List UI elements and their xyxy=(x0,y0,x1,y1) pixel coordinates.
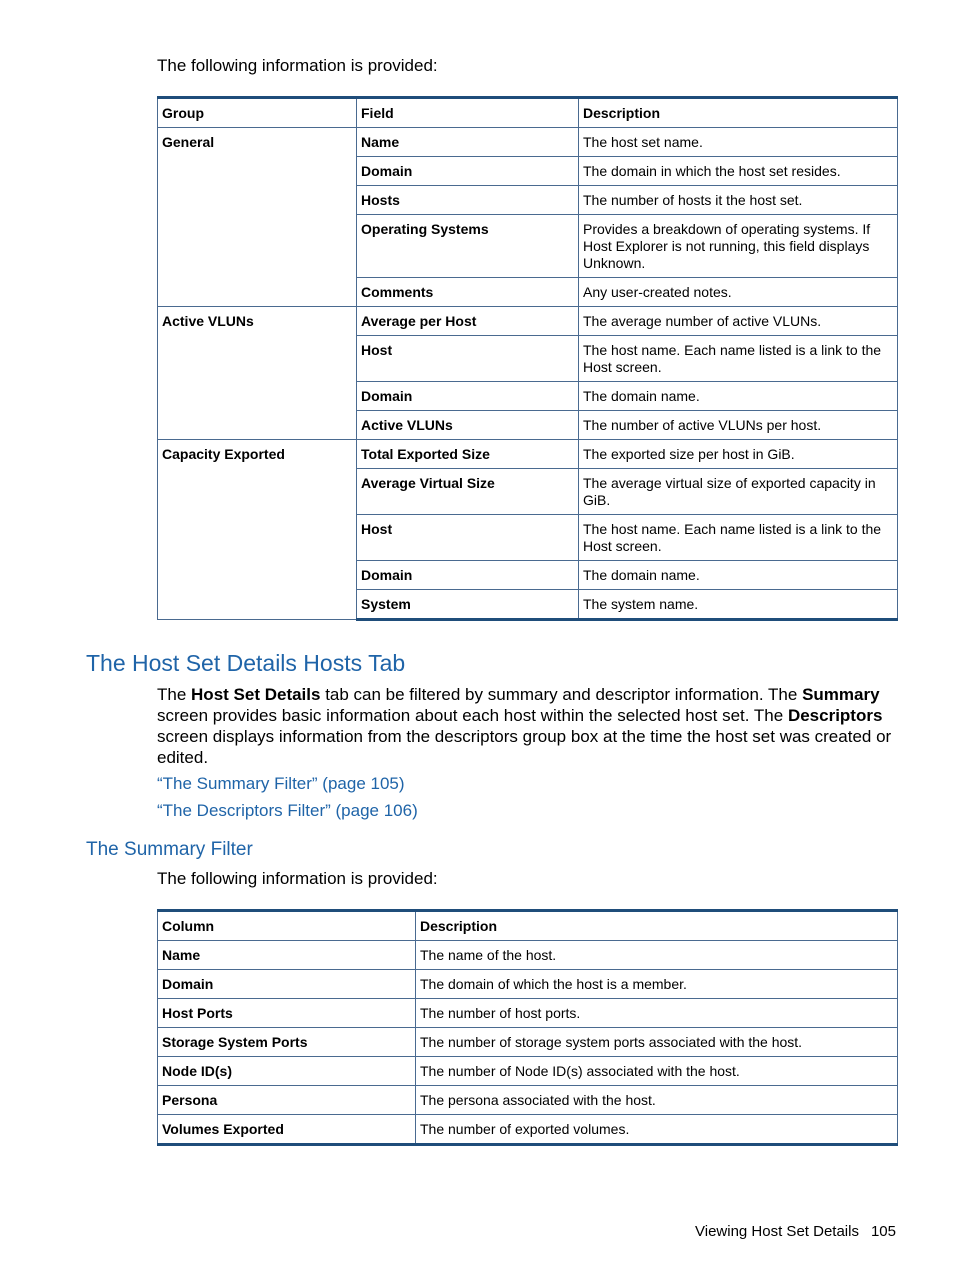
table-header-row xyxy=(158,98,898,128)
description-cell: The exported size per host in GiB. xyxy=(579,440,898,469)
paragraph-text: The xyxy=(157,685,192,704)
table-row xyxy=(158,1086,898,1115)
column-header-description: Description xyxy=(416,911,898,941)
paragraph-text: tab can be filtered by summary and descriptor information. The xyxy=(320,685,803,704)
summary-filter-link[interactable]: “The Summary Filter” (page 105) xyxy=(157,774,405,793)
paragraph-bold-term: Host Set Details xyxy=(191,685,321,704)
field-cell: System xyxy=(357,590,579,620)
description-cell: The domain of which the host is a member. xyxy=(416,970,898,999)
column-header-field: Field xyxy=(357,98,579,128)
description-cell: The domain in which the host set resides. xyxy=(579,157,898,186)
description-cell: The domain name. xyxy=(579,382,898,411)
description-cell: The number of active VLUNs per host. xyxy=(579,411,898,440)
field-cell: Comments xyxy=(357,278,579,307)
description-cell: The number of storage system ports associated with the host. xyxy=(416,1028,898,1057)
field-cell: Domain xyxy=(357,157,579,186)
table-row xyxy=(158,440,898,469)
column-header-group: Group xyxy=(158,98,357,128)
group-cell-active-vluns: Active VLUNs xyxy=(158,307,357,440)
column-name-cell: Host Ports xyxy=(158,999,416,1028)
paragraph-bold-term: Summary xyxy=(802,685,880,704)
description-cell: The persona associated with the host. xyxy=(416,1086,898,1115)
column-header-column: Column xyxy=(158,911,416,941)
description-cell: The host set name. xyxy=(579,128,898,157)
description-cell: The number of exported volumes. xyxy=(416,1115,898,1145)
group-cell-capacity-exported: Capacity Exported xyxy=(158,440,357,620)
field-cell: Average per Host xyxy=(357,307,579,336)
table-row xyxy=(158,999,898,1028)
field-cell: Operating Systems xyxy=(357,215,579,278)
field-cell: Host xyxy=(357,336,579,382)
field-cell: Average Virtual Size xyxy=(357,469,579,515)
table-row xyxy=(158,1057,898,1086)
table-row xyxy=(158,128,898,157)
paragraph-text: screen displays information from the descriptors group box at the time the host set was created or edited. xyxy=(157,727,892,767)
description-cell: Provides a breakdown of operating systems. If Host Explorer is not running, this field displays Unknown. xyxy=(579,215,898,278)
hosts-tab-paragraph xyxy=(157,684,897,768)
footer-title: Viewing Host Set Details xyxy=(695,1223,859,1240)
column-header-description: Description xyxy=(579,98,898,128)
table-row xyxy=(158,1028,898,1057)
table-row xyxy=(158,1115,898,1145)
paragraph-text: screen provides basic information about each host within the selected host set. The xyxy=(157,706,788,725)
description-cell: Any user-created notes. xyxy=(579,278,898,307)
subsection-heading: The Summary Filter xyxy=(86,839,253,860)
description-cell: The average number of active VLUNs. xyxy=(579,307,898,336)
column-name-cell: Persona xyxy=(158,1086,416,1115)
description-cell: The average virtual size of exported capacity in GiB. xyxy=(579,469,898,515)
description-cell: The name of the host. xyxy=(416,941,898,970)
field-cell: Domain xyxy=(357,561,579,590)
table-row xyxy=(158,941,898,970)
description-cell: The host name. Each name listed is a link to the Host screen. xyxy=(579,336,898,382)
field-cell: Active VLUNs xyxy=(357,411,579,440)
page-footer xyxy=(695,1222,896,1242)
intro-text: The following information is provided: xyxy=(157,56,438,75)
description-cell: The host name. Each name listed is a link to the Host screen. xyxy=(579,515,898,561)
descriptors-filter-link[interactable]: “The Descriptors Filter” (page 106) xyxy=(157,801,418,820)
field-cell: Name xyxy=(357,128,579,157)
description-cell: The system name. xyxy=(579,590,898,620)
page-number: 105 xyxy=(870,1223,896,1240)
field-cell: Total Exported Size xyxy=(357,440,579,469)
intro-text: The following information is provided: xyxy=(157,869,438,888)
column-name-cell: Storage System Ports xyxy=(158,1028,416,1057)
column-name-cell: Volumes Exported xyxy=(158,1115,416,1145)
column-name-cell: Name xyxy=(158,941,416,970)
section-heading: The Host Set Details Hosts Tab xyxy=(86,650,406,676)
column-name-cell: Node ID(s) xyxy=(158,1057,416,1086)
field-cell: Hosts xyxy=(357,186,579,215)
paragraph-bold-term: Descriptors xyxy=(787,706,883,725)
table-header-row xyxy=(158,911,898,941)
table-row xyxy=(158,307,898,336)
summary-filter-table xyxy=(157,909,898,1146)
column-name-cell: Domain xyxy=(158,970,416,999)
description-cell: The number of host ports. xyxy=(416,999,898,1028)
group-cell-general: General xyxy=(158,128,357,307)
field-cell: Domain xyxy=(357,382,579,411)
description-cell: The domain name. xyxy=(579,561,898,590)
table-row xyxy=(158,970,898,999)
host-set-info-table xyxy=(157,96,898,621)
description-cell: The number of Node ID(s) associated with the host. xyxy=(416,1057,898,1086)
description-cell: The number of hosts it the host set. xyxy=(579,186,898,215)
field-cell: Host xyxy=(357,515,579,561)
